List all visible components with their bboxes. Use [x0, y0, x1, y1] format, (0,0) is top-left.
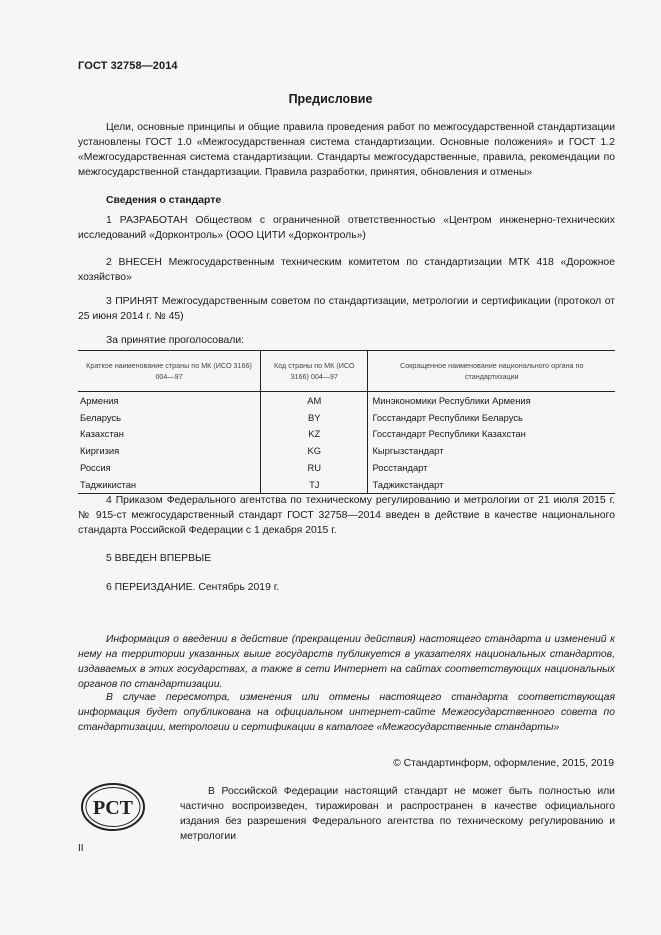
org-cell: Госстандарт Республики Беларусь: [368, 409, 615, 426]
country-cell: Таджикистан: [78, 476, 261, 493]
country-cell: Армения: [80, 394, 119, 406]
code-cell: KG: [261, 442, 368, 459]
table-row: [78, 476, 615, 493]
pct-logo-icon: [80, 782, 146, 832]
code-cell: TJ: [261, 476, 368, 493]
info-note-1: Информация о введении в действие (прекращении действия) настоящего стандарта и изменений к нему на территории указанных выше государств публикуется в указателях национальных стандартов, издаваемых в этих государствах, а также в сети Интернет на сайтах соответствующих национальных органов по стандартизации.: [78, 634, 615, 690]
country-cell: Беларусь: [80, 411, 122, 423]
code-cell: BY: [261, 409, 368, 426]
country-cell: Киргизия: [80, 445, 120, 457]
item-1: 1 РАЗРАБОТАН Обществом с ограниченной ответственностью «Центром инженерно-технических исследований «Дорконтроль» (ООО ЦИТИ «Дорконтроль»): [78, 215, 615, 241]
page-number: II: [78, 843, 84, 854]
table-header-row: [78, 351, 615, 392]
copyright: © Стандартинформ, оформление, 2015, 2019: [393, 758, 614, 769]
org-cell: Госстандарт Республики Казахстан: [368, 426, 615, 443]
org-cell: Росстандарт: [368, 459, 615, 476]
rf-notice: В Российской Федерации настоящий стандарт не может быть полностью или частично воспроизведен, тиражирован и распространен в качестве официального издания без разрешения Федерального агентства по техническому регулированию и метрологии: [180, 786, 615, 842]
column-header-code: Код страны по МК (ИСО 3166) 004—97: [261, 351, 368, 392]
table-row: [78, 409, 615, 426]
org-cell: Таджикстандарт: [368, 476, 615, 493]
item-2: 2 ВНЕСЕН Межгосударственным техническим комитетом по стандартизации МТК 418 «Дорожное хозяйство»: [78, 257, 615, 283]
document-id: ГОСТ 32758—2014: [78, 60, 178, 72]
table-row: [78, 392, 615, 409]
table-row: [78, 442, 615, 459]
page-title: Предисловие: [288, 92, 373, 106]
vote-label: За принятие проголосовали:: [106, 335, 245, 346]
code-cell: AM: [261, 392, 368, 409]
code-cell: KZ: [261, 426, 368, 443]
table-row: [78, 426, 615, 443]
item-3: 3 ПРИНЯТ Межгосударственным советом по стандартизации, метрологии и сертификации (протокол от 25 июня 2014 г. № 45): [78, 296, 615, 322]
country-cell: Казахстан: [80, 428, 124, 440]
info-note-2: В случае пересмотра, изменения или отмены настоящего стандарта соответствующая информация будет опубликована на официальном интернет-сайте Межгосударственного совета по стандартизации, метрологии и сертификации в каталоге «Межгосударственные стандарты»: [78, 692, 615, 733]
item-5: 5 ВВЕДЕН ВПЕРВЫЕ: [106, 553, 212, 564]
code-cell: RU: [261, 459, 368, 476]
logo-text: PCT: [93, 797, 133, 819]
intro-paragraph: Цели, основные принципы и общие правила проведения работ по межгосударственной стандартизации установлены ГОСТ 1.0 «Межгосударственная система стандартизации. Основные положения» и ГОСТ 1.2 «Межгосударственная система стандартизации. Стандарты межгосударственные, правила, рекомендации по межгосударственной стандартизации. Правила разработки, принятия, обновления и отмены»: [78, 122, 615, 178]
org-cell: Кыргызстандарт: [368, 442, 615, 459]
org-cell: Минэкономики Республики Армения: [368, 392, 615, 409]
column-header-country: Краткое наименование страны по МК (ИСО 3166) 004—97: [78, 351, 261, 392]
item-6: 6 ПЕРЕИЗДАНИЕ. Сентябрь 2019 г.: [106, 582, 280, 593]
section-heading: Сведения о стандарте: [106, 195, 222, 206]
column-header-org: Сокращенное наименование национального органа по стандартизации: [368, 351, 615, 392]
item-4: 4 Приказом Федерального агентства по техническому регулированию и метрологии от 21 июля 2015 г. № 915-ст межгосударственный стандарт ГОСТ 32758—2014 введен в действие в качестве национального стандарта Российской Федерации с 1 декабря 2015 г.: [78, 495, 615, 536]
table-row: [78, 459, 615, 476]
vote-table: [78, 350, 615, 494]
country-cell: Россия: [80, 462, 111, 474]
